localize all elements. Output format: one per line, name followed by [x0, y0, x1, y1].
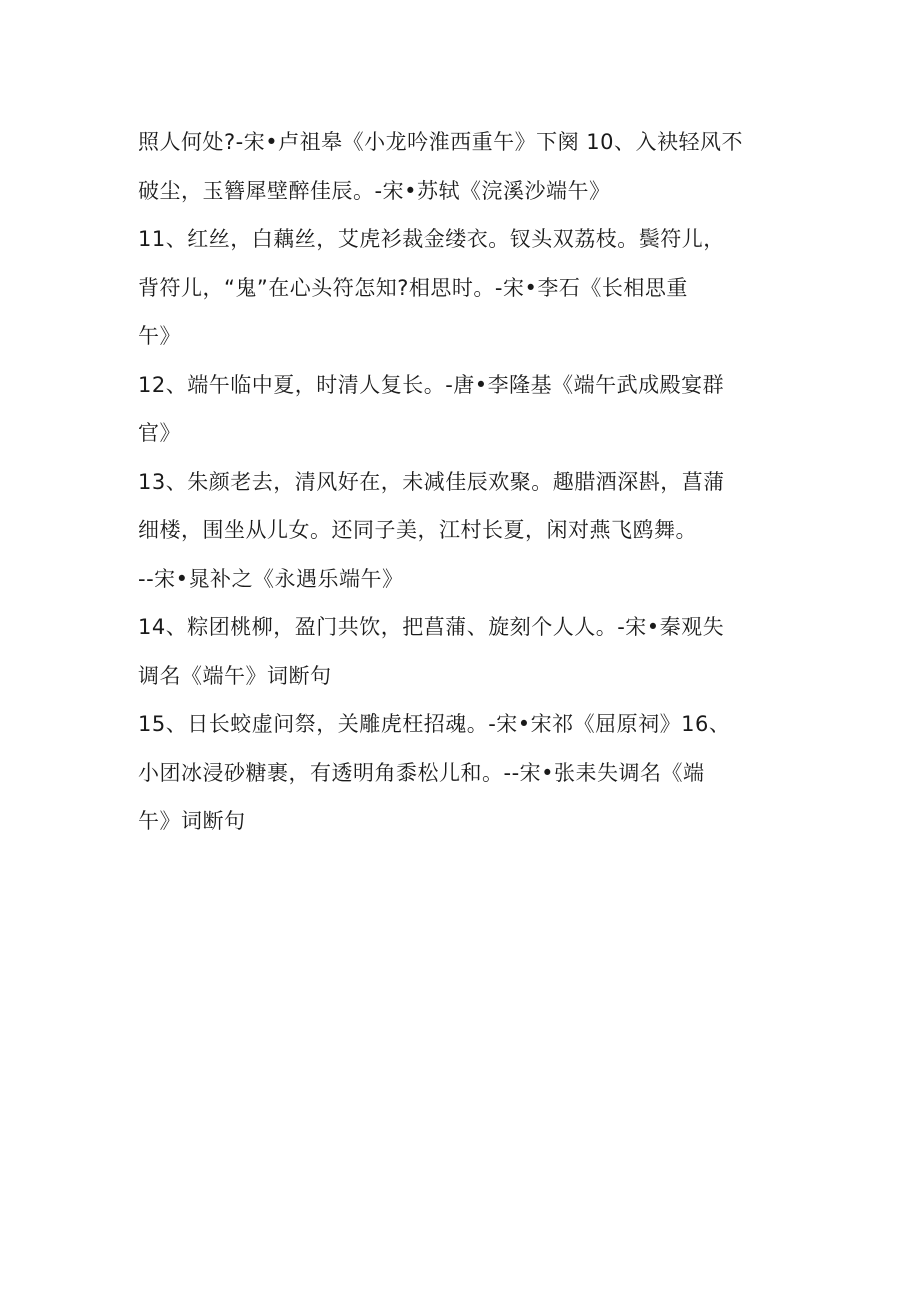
text-line: 14、粽团桃柳，盈门共饮，把菖蒲、旋刻个人人。-宋•秦观失 [138, 615, 725, 639]
text-line: 13、朱颜老去，清风好在，未减佳辰欢聚。趣腊酒深斟，菖蒲 [138, 469, 725, 494]
text-line: 11、红丝，白藕丝，艾虎衫裁金缕衣。钗头双荔枝。鬓符儿， [138, 227, 725, 251]
text-line: 午》 [138, 324, 181, 348]
text-line: 细楼，围坐从儿女。还同子美，江村长夏，闲对燕飞鸥舞。 [138, 518, 697, 542]
text-line: --宋•晁补之《永遇乐端午》 [138, 566, 404, 591]
text-line: 破尘，玉簪犀壁醉佳辰。-宋•苏轼《浣溪沙端午》 [138, 178, 611, 203]
text-line: 15、日长蛟虚问祭，关雕虎枉招魂。-宋•宋祁《屈原祠》16、 [138, 712, 731, 736]
text-line: 小团冰浸砂糖裹，有透明角黍松儿和。--宋•张耒失调名《端 [138, 760, 705, 785]
text-line: 背符儿，“鬼”在心头符怎知?相思时。-宋•李石《长相思重 [138, 275, 688, 300]
text-line: 照人何处?-宋•卢祖皋《小龙吟淮西重午》下阕 10、入袂轻风不 [138, 130, 744, 154]
text-line: 12、端午临中夏，时清人复长。-唐•李隆基《端午武成殿宴群 [138, 372, 725, 397]
text-line: 官》 [138, 421, 181, 445]
text-line: 调名《端午》词断句 [138, 663, 332, 688]
poem-text-block [138, 118, 798, 846]
text-line: 午》词断句 [138, 809, 246, 833]
